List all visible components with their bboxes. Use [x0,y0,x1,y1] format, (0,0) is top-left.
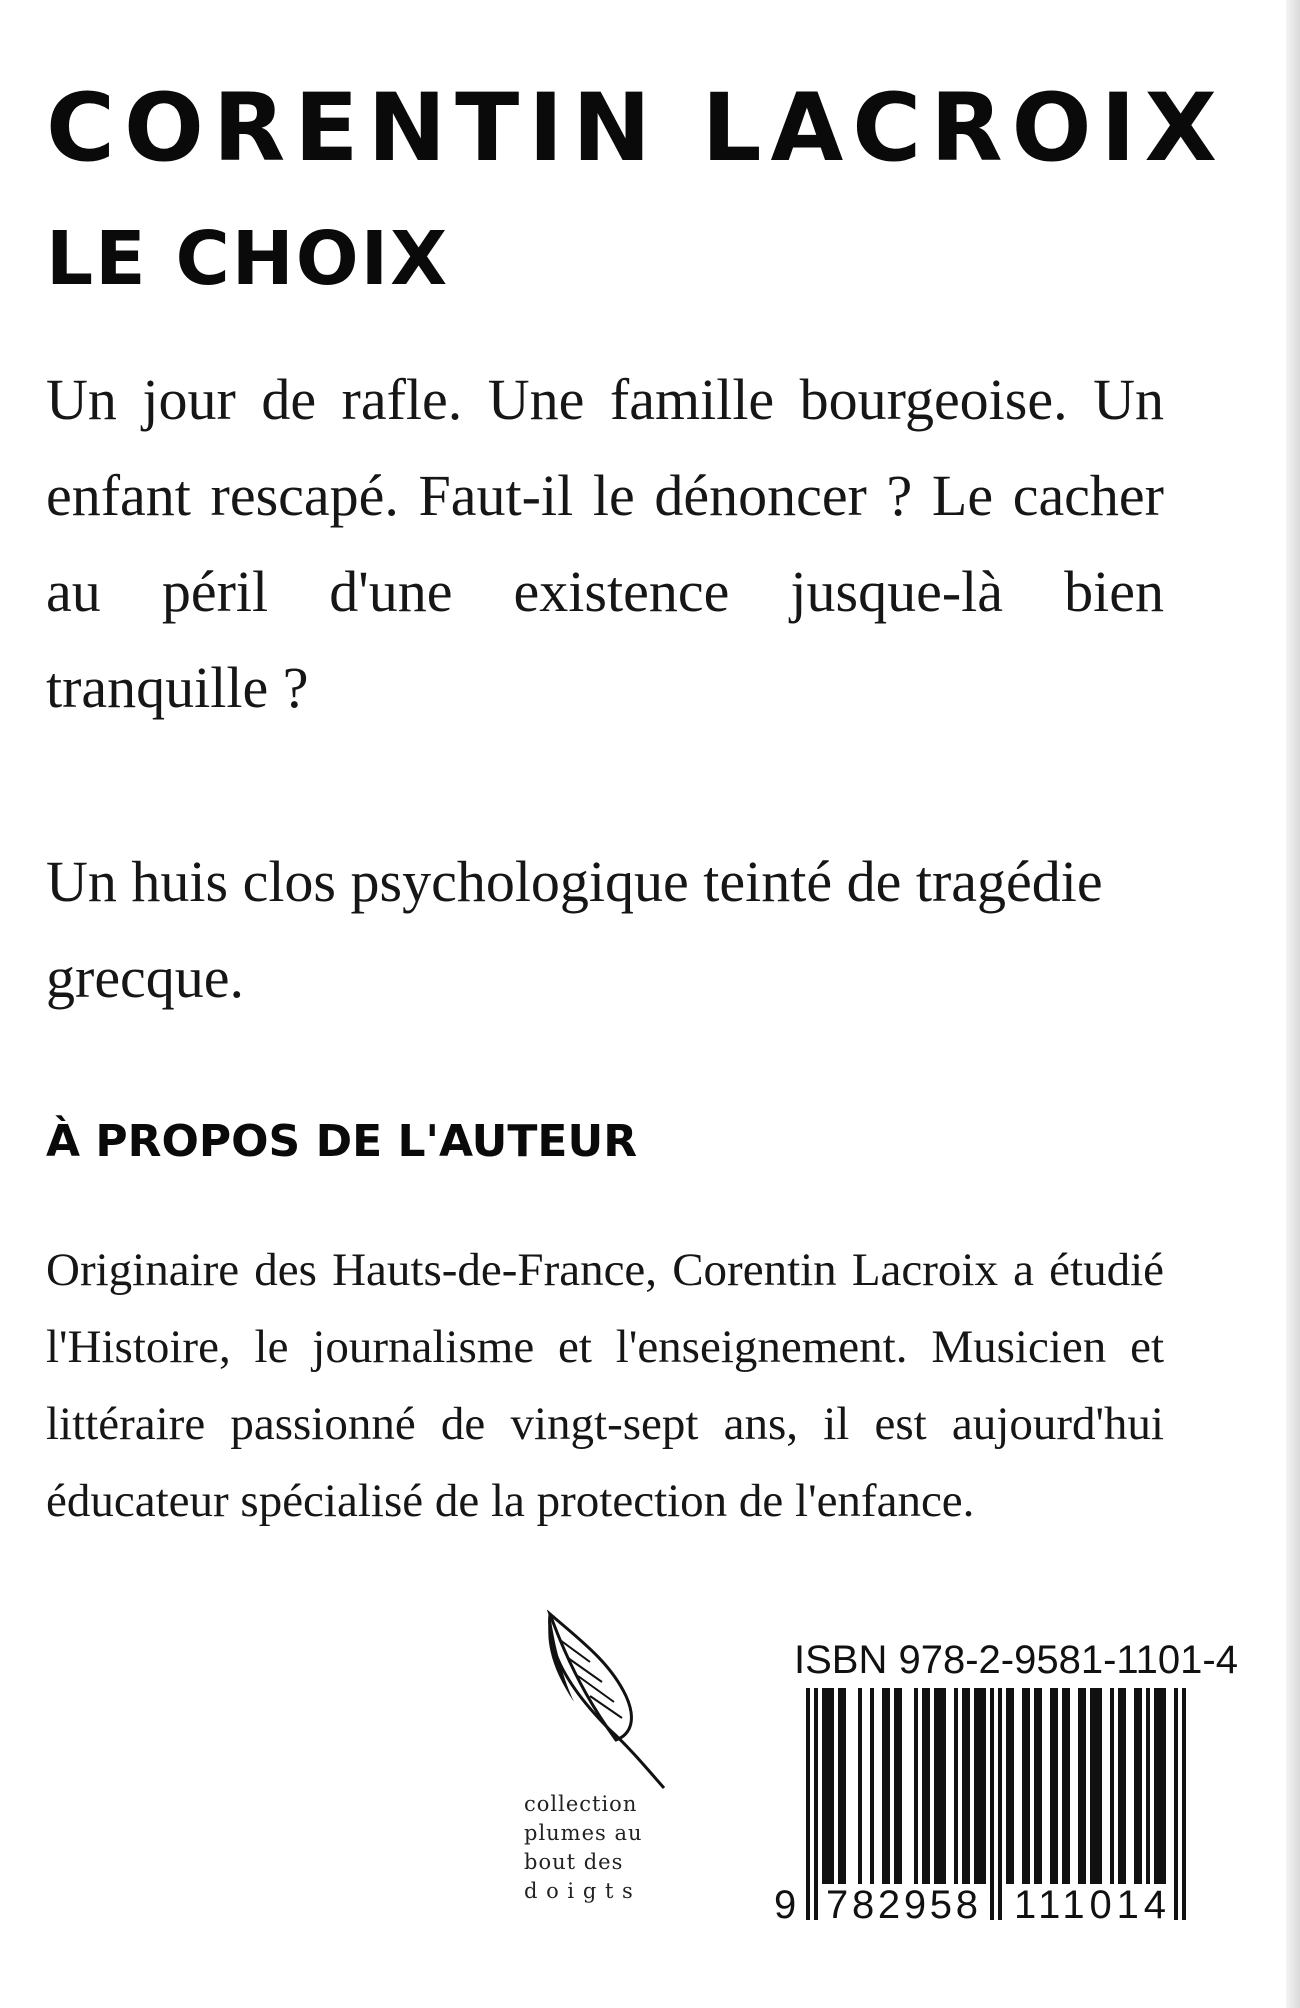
barcode-bars [770,1688,1230,1924]
barcode-right-digits: 111014 [1014,1883,1166,1924]
barcode-bar [1154,1688,1158,1884]
collection-label: collection plumes au bout des d o i g t s [524,1792,643,1903]
barcode-bar [894,1688,898,1884]
barcode-bar [886,1688,890,1884]
barcode-bar [1038,1688,1042,1884]
barcode-bar [978,1688,982,1884]
barcode-bar [942,1688,946,1884]
barcode-bar [842,1688,846,1884]
barcode-bar [962,1688,966,1884]
barcode-bar [1158,1688,1162,1884]
barcode-bar [974,1688,978,1884]
barcode-bar [838,1688,842,1884]
barcode-bar [814,1688,818,1920]
barcode-bar [998,1688,1002,1920]
about-author-heading: À PROPOS DE L'AUTEUR [46,1116,638,1167]
feather-quill-icon [540,1610,670,1790]
barcode-bar [1118,1688,1122,1884]
barcode-bar [1022,1688,1026,1884]
barcode-bar [1006,1688,1010,1884]
barcode-bar [1078,1688,1082,1884]
barcode-bar [1082,1688,1086,1884]
barcode-bar [990,1688,994,1920]
barcode-bar [1094,1688,1098,1884]
barcode-bar [1054,1688,1058,1884]
barcode-first-digit: 9 [774,1883,797,1924]
barcode-bar [826,1688,830,1884]
barcode-left-digits: 782958 [826,1883,978,1924]
barcode-bar [1010,1688,1014,1884]
barcode-bar [914,1688,918,1884]
barcode-bar [806,1688,810,1920]
barcode-bar [1034,1688,1038,1884]
barcode-bar [1098,1688,1102,1884]
author-name: CORENTIN LACROIX [46,74,1227,183]
blurb-paragraph-1: Un jour de rafle. Une famille bourgeoise. Un enfant rescapé. Faut-il le dénoncer ? Le cacher au péril d'une existence jusque-là bien tranquille ? [46,367,1164,720]
barcode-bar [1182,1688,1186,1920]
barcode-bar [938,1688,942,1884]
barcode-bar [922,1688,926,1884]
barcode-bar [1174,1688,1178,1920]
barcode-bar [934,1688,938,1884]
blurb-paragraph-2: Un huis clos psychologique teinté de tragédie grecque. [46,849,1103,1010]
page-edge-shadow [1286,0,1300,2008]
barcode-bar [1110,1688,1114,1884]
book-title: LE CHOIX [46,216,450,302]
barcode-bar [830,1688,834,1884]
barcode-bar [1134,1688,1138,1884]
barcode-bar [966,1688,970,1884]
isbn-barcode [770,1636,1238,1926]
barcode-bar [1138,1688,1142,1884]
barcode-bar [1162,1688,1166,1884]
barcode-bar [1122,1688,1126,1884]
barcode-bar [898,1688,902,1884]
isbn-label: ISBN 978-2-9581-1101-4 [794,1638,1238,1682]
author-bio: Originaire des Hauts-de-France, Corentin Lacroix a étudié l'Histoire, le journalisme et l'enseignement. Musicien et littéraire passionné de vingt-sept ans, il est aujourd'hui éducateur spécialisé de la protection de l'enfance. [46,1244,1164,1527]
barcode-bar [1146,1688,1150,1884]
barcode-bar [858,1688,862,1884]
barcode-bar [926,1688,930,1884]
barcode-bar [1050,1688,1054,1884]
barcode-bar [1062,1688,1066,1884]
barcode-bar [1026,1688,1030,1884]
barcode-bar [822,1688,826,1884]
barcode-bar [1066,1688,1070,1884]
barcode-bar [882,1688,886,1884]
barcode-bar [982,1688,986,1884]
barcode-bar [870,1688,874,1884]
barcode-bar [954,1688,958,1884]
barcode-bar [1090,1688,1094,1884]
